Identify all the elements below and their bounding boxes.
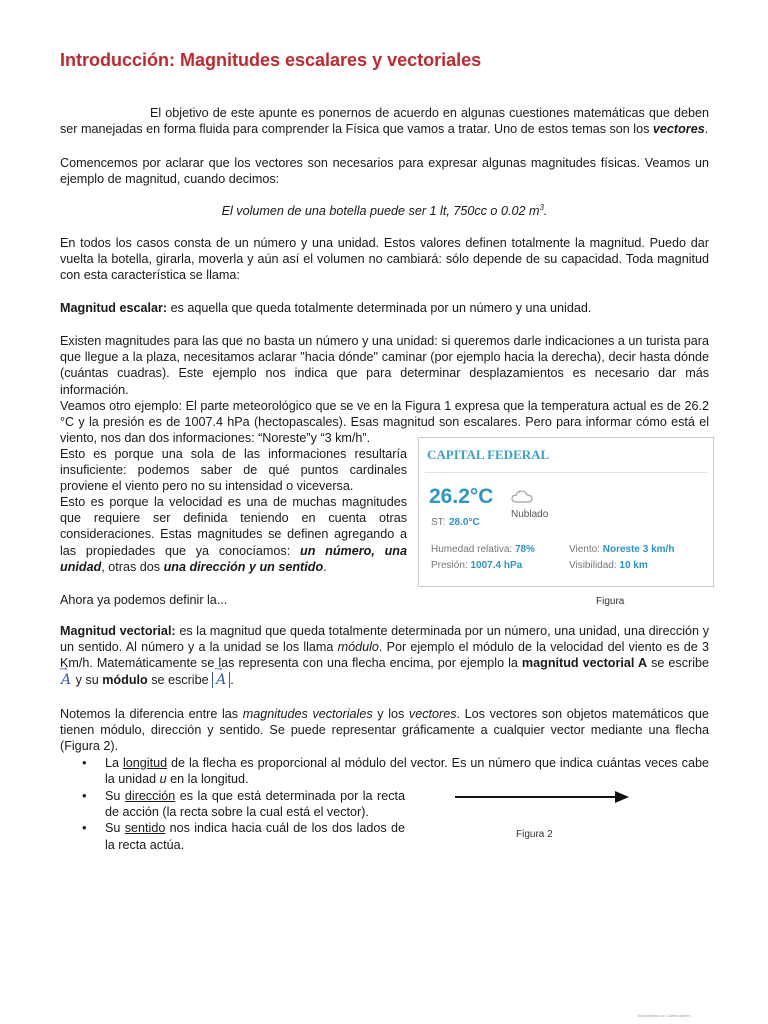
weather-visibility: Visibilidad: 10 km [569, 560, 648, 571]
paragraph-magnitude-example-intro: Comencemos por aclarar que los vectores son necesarios para expresar algunas magnitudes físicas. Veamos un ejemplo de magnitud, cuando decimos: [60, 156, 709, 187]
paragraph-tourist-example: Existen magnitudes para las que no basta un número y una unidad: si queremos darle indicaciones a un turista para que llegue a la plaza, necesitamos aclarar "hacia dónde" caminar (por ejemplo hacia la derecha), decir hasta dónde (cuántas cuadras). Este ejemplo nos indica que para determinar desplazamientos es necesario dar más información. [60, 334, 709, 397]
emphasis-vectores: vectores [652, 122, 705, 137]
paragraph-weather-example: Veamos otro ejemplo: El parte meteorológico que se ve en la Figura 1 expresa que la temperatura actual es de 26.2 °C y la presión es de 1007.4 hPa (hectopascales). Esas magnitud son escalares. Pero para informar cómo está el viento, nos dan dos informaciones: “Noreste”y “3 km/h”. [60, 399, 709, 446]
vector-symbol-a: → A [60, 672, 72, 688]
list-item-longitud: • La longitud de la flecha es proporcional al módulo del vector. Es un número que indica cuántas veces cabe la unidad u en la longitud. [60, 755, 709, 787]
weather-pressure: Presión: 1007.4 hPa [431, 560, 523, 571]
scanner-watermark: Escaneado con CamScanner [638, 1013, 691, 1018]
definition-vector: Magnitud vectorial: es la magnitud que queda totalmente determinada por un número, una unidad, una dirección y un sentido. Al número y a la unidad se los llama módulo. Por ejemplo el módulo de la velocidad del viento es de 3 Km/h. Matemáticamente se las representa con una flecha encima, por ejemplo la magnitud vectorial A se escribe → A y su módulo se escribe → A . [60, 623, 709, 688]
weather-st-value: 28.0°C [449, 517, 480, 528]
vector-properties-list-continued [60, 788, 405, 853]
paragraph-vectors-vs-magnitudes: Notemos la diferencia entre las magnitudes vectoriales y los vectores. Los vectores son objetos matemáticos que tienen módulo, dirección y sentido. Se puede representar gráficamente a cualquier vector mediante una flecha (Figura 2). [60, 707, 709, 754]
weather-wind: Viento: Noreste 3 km/h [569, 544, 675, 555]
paragraph-scalar-explanation: En todos los casos consta de un número y una unidad. Estos valores definen totalmente la magnitud. Puedo dar vuelta la botella, girarla, moverla y aún así el volumen no cambiará: sólo depende de su capacidad. Toda magnitud con esta característica se llama: [60, 236, 709, 283]
weather-st-label: ST: [431, 517, 446, 528]
weather-humidity: Humedad relativa: 78% [431, 544, 535, 555]
figure-2-caption: Figura 2 [516, 829, 553, 840]
paragraph-now-define: Ahora ya podemos definir la... [60, 593, 228, 607]
weather-widget-figure [418, 437, 714, 587]
vector-properties-list [60, 755, 709, 787]
paragraph-insufficient-info: Esto es porque una sola de las informaciones resultaría insuficiente: podemos saber de qué puntos cardinales proviene el viento pero no su intensidad o viceversa. [60, 447, 407, 494]
definition-scalar: Magnitud escalar: es aquella que queda totalmente determinada por un número y una unidad. [60, 301, 592, 315]
paragraph-intro: El objetivo de este apunte es ponernos de acuerdo en algunas cuestiones matemáticas que deben ser manejadas en forma fluida para comprender la Física que vamos a tratar. Uno de estos temas son los vectores. [60, 106, 709, 137]
cloud-icon [511, 488, 533, 504]
list-item-sentido: • Su sentido nos indica hacia cuál de los dos lados de la recta actúa. [60, 820, 405, 852]
page-title: Introducción: Magnitudes escalares y vectoriales [60, 50, 482, 70]
weather-temperature: 26.2°C [429, 485, 494, 508]
weather-city: CAPITAL FEDERAL [427, 447, 550, 462]
example-volume: El volumen de una botella puede ser 1 lt, 750cc o 0.02 $m^3$. [221, 202, 548, 218]
vector-arrow-figure [455, 789, 629, 805]
weather-divider [425, 472, 707, 473]
weather-condition: Nublado [511, 509, 549, 520]
list-item-direccion: • Su dirección es la que está determinada por la recta de acción (la recta sobre la cual está el vector). [60, 788, 405, 820]
figure-1-caption: Figura [596, 596, 625, 607]
vector-modulus-symbol: → A [212, 672, 230, 688]
paragraph-velocity: Esto es porque la velocidad es una de muchas magnitudes que requiere ser definida teniendo en cuenta otras consideraciones. Estas magnitudes se definen agregando a las propiedades que ya conocíamos: un número, una unidad, otras dos una dirección y un sentido. [60, 495, 407, 574]
